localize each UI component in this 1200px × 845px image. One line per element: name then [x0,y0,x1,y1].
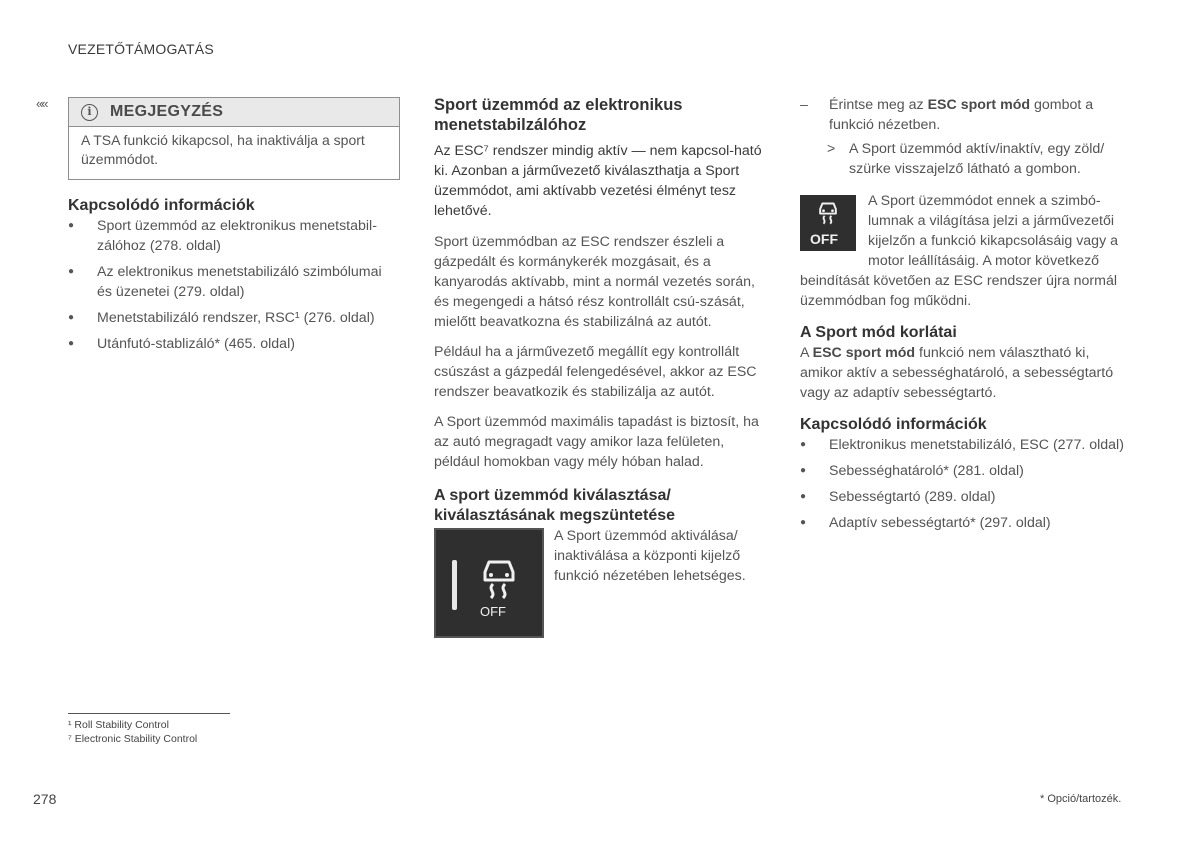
note-title: MEGJEGYZÉS [110,103,224,120]
related-link-2[interactable]: ● Az elektronikus menetstabilizáló szimbólumai és üzenetei (279. oldal) [68,262,400,302]
button-description: A Sport üzemmód aktiválása/ inaktiválása a központi kijelző funkció nézetében lehetséges. [554,528,746,584]
paragraph-1: Sport üzemmódban az ESC rendszer észleli a gázpedált és kormánykerék mozgásait, és a kanyarodás aktívabb, mint a normál vezetés során, és megengedi a hátsó rész kontrollált csú-szását, mielőtt beavatkozna és stabilizálná az autót. [434,234,755,330]
instruction-result: > A Sport üzemmód aktív/inaktív, egy zöld/ szürke visszajelző látható a gombon. [800,139,1132,179]
esc-sport-mode-term-2: ESC sport mód [812,345,916,361]
off-label: OFF [480,604,506,619]
right-column [800,95,1132,539]
related-info-list [68,216,400,354]
paragraph-2: Például ha a járművezető megállít egy kontrollált csúszást a gázpedál felengedésével, akkor az ESC rendszer beavatkozik és stabilizálja az autót. [434,344,757,400]
limits-text: A ESC sport mód funkció nem választható ki, amikor aktív a sebességhatároló, a sebességtartó vagy az adaptív sebességtartó. [800,345,1114,401]
intro-paragraph: Az ESC⁷ rendszer mindig aktív — nem kapcsol-ható ki. Azonban a járművezető kiválaszthatja a Sport üzemmódot, ami aktívabb vezetési élményt tesz lehetővé. [434,143,762,219]
esc-sport-button-image [434,528,544,638]
page-number: 278 [33,791,57,807]
related-link-right-1[interactable]: ● Elektronikus menetstabilizáló, ESC (277. oldal) [800,435,1132,455]
esc-off-symbol-icon [814,199,842,227]
paragraph-3: A Sport üzemmód maximális tapadást is biztosít, ha az autó megragadt vagy amikor laza felületen, például homokban vagy mély hóban halad. [434,414,759,470]
note-text: A TSA funkció kikapcsol, ha inaktiválja a sport üzemmódot. [81,132,365,167]
option-note: * Opció/tartozék. [1040,793,1122,805]
left-column [68,97,400,360]
related-info-title: Kapcsolódó információk [68,197,255,214]
related-info-list-right [800,435,1132,533]
note-box [68,97,400,180]
related-info-title-right: Kapcsolódó információk [800,416,987,433]
related-link-1[interactable]: ● Sport üzemmód az elektronikus menetstabil-zálóhoz (278. oldal) [68,216,400,256]
esc-off-icon [475,554,523,604]
section-header: VEZETŐTÁMOGATÁS [68,41,214,57]
esc-sport-mode-term: ESC sport mód [927,97,1031,113]
main-title: Sport üzemmód az elektronikus menetstabilzálóhoz [434,96,683,134]
button-section [434,528,764,644]
related-link-right-2[interactable]: ● Sebességhatároló* (281. oldal) [800,461,1132,481]
info-icon: i [81,104,98,121]
back-chevrons-icon[interactable]: «« [36,96,47,111]
middle-column [434,95,764,644]
footnote-7: ⁷ Electronic Stability Control [68,733,198,745]
limits-title: A Sport mód korlátai [800,324,957,341]
indicator-bar [452,560,457,610]
symbol-description: A Sport üzemmódot ennek a szimbó-lumnak a világítása jelzi a járművezetői kijelzőn a funkció kikapcsolásáig vagy a motor leállításáig. A motor következő beindítását követően az ESC rendszer újra normál üzemmódban fog működni. [800,193,1118,309]
esc-off-symbol [800,195,856,251]
selection-subtitle: A sport üzemmód kiválasztása/ kiválasztásának megszüntetése [434,487,676,524]
related-link-right-4[interactable]: ● Adaptív sebességtartó* (297. oldal) [800,513,1132,533]
footnote-1: ¹ Roll Stability Control [68,719,169,731]
related-link-3[interactable]: ● Menetstabilizáló rendszer, RSC¹ (276. oldal) [68,308,400,328]
related-link-4[interactable]: ● Utánfutó-stablizáló* (465. oldal) [68,334,400,354]
related-link-right-3[interactable]: ● Sebességtartó (289. oldal) [800,487,1132,507]
symbol-section [800,191,1132,311]
instruction-step: – Érintse meg az ESC sport mód gombot a funkció nézetben. [800,95,1132,135]
note-header [69,98,399,127]
footnotes [68,713,230,746]
symbol-off-label: OFF [810,231,838,247]
